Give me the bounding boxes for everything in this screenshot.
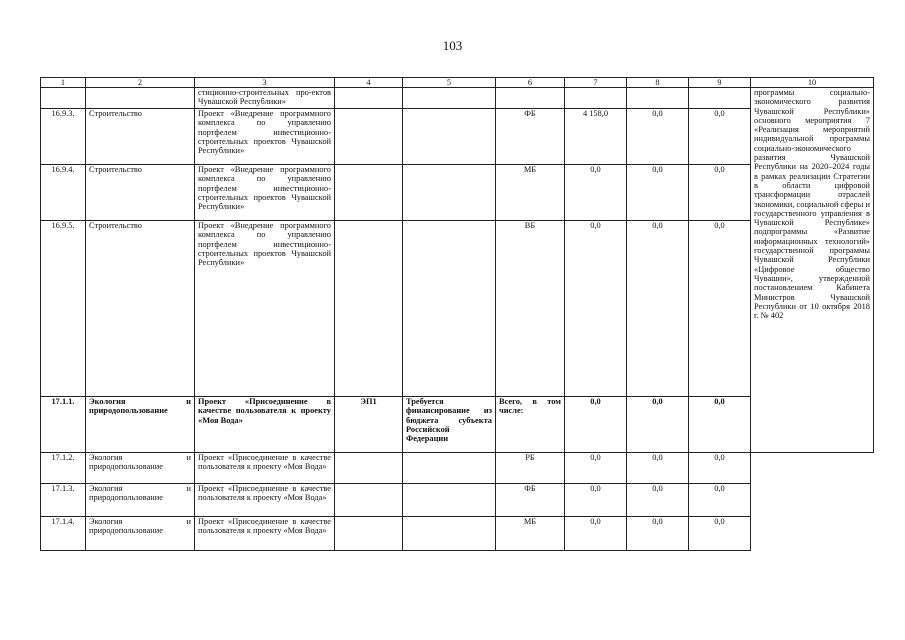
value-cell: 0,0 [627,397,689,453]
sector-cell: Экология и природопользование [86,484,195,517]
sector-cell: Строительство [86,109,195,165]
value-cell: 0,0 [627,453,689,484]
table-row [41,484,874,517]
header-cell: 9 [689,78,751,88]
table-row [41,221,874,397]
value-cell: 0,0 [627,221,689,397]
project-cell: стиционно-строительных про-ектов Чувашской Республики» [195,88,335,109]
source-cell: Всего, в том числе: [496,397,565,453]
row-number: 17.1.1. [41,397,86,453]
table-row [41,109,874,165]
value-cell: 0,0 [689,453,751,484]
financing-note-cell: Требуется финансирование из бюджета субъекта Российской Федерации [403,397,496,453]
source-cell: МБ [496,517,565,551]
value-cell: 0,0 [565,517,627,551]
sector-cell: Строительство [86,221,195,397]
sector-cell: Экология и природопользование [86,517,195,551]
project-cell: Проект «Внедрение программного комплекса по управлению портфелем инвестиционно-строительных проектов Чувашской Республики» [195,165,335,221]
header-cell: 7 [565,78,627,88]
header-cell: 8 [627,78,689,88]
value-cell: 0,0 [689,221,751,397]
table-row [41,453,874,484]
value-cell: 0,0 [627,109,689,165]
legal-basis-cell: программы социально-экономического развития Чувашской Республики» основного мероприятия 7 «Реализация мероприятий индивидуальной программы социально-экономического развития Чувашской Республики на 2020–2024 годы в рамках реализации Стратегии в области цифровой трансформации отраслей экономики, социальной сферы и государственного управления в Чувашской Республике» подпрограммы «Развитие информационных технологий» государственной программы Чувашской Республики «Цифровое общество Чувашии», утвержденной постановлением Кабинета Министров Чувашской Республики от 10 октября 2018 г. № 402 [751,88,874,453]
row-number: 17.1.3. [41,484,86,517]
header-cell: 2 [86,78,195,88]
value-cell: 0,0 [565,484,627,517]
row-number: 16.9.5. [41,221,86,397]
value-cell: 0,0 [689,397,751,453]
source-cell: РБ [496,453,565,484]
project-cell: Проект «Внедрение программного комплекса по управлению портфелем инвестиционно-строительных проектов Чувашской Республики» [195,221,335,397]
source-cell: МБ [496,165,565,221]
row-number: 17.1.4. [41,517,86,551]
header-cell: 10 [751,78,874,88]
header-cell: 6 [496,78,565,88]
value-cell: 0,0 [689,484,751,517]
project-cell: Проект «Присоединение в качестве пользователя к проекту «Моя Вода» [195,397,335,453]
sector-cell: Экология и природопользование [86,453,195,484]
value-cell: 4 158,0 [565,109,627,165]
project-cell: Проект «Присоединение в качестве пользователя к проекту «Моя Вода» [195,453,335,484]
project-cell: Проект «Внедрение программного комплекса по управлению портфелем инвестиционно-строительных проектов Чувашской Республики» [195,109,335,165]
value-cell: 0,0 [689,517,751,551]
page-number: 103 [442,38,463,53]
source-cell: ВБ [496,221,565,397]
header-cell: 4 [335,78,403,88]
header-cell: 5 [403,78,496,88]
table-row [41,517,874,551]
budget-table [40,77,874,551]
table-row [41,88,874,109]
header-row [41,78,874,88]
value-cell: 0,0 [627,484,689,517]
row-number: 16.9.4. [41,165,86,221]
value-cell: 0,0 [565,165,627,221]
sector-cell: Строительство [86,165,195,221]
table-row [41,165,874,221]
header-cell: 1 [41,78,86,88]
project-cell: Проект «Присоединение в качестве пользователя к проекту «Моя Вода» [195,517,335,551]
value-cell: 0,0 [627,517,689,551]
source-cell: ФБ [496,109,565,165]
row-number: 17.1.2. [41,453,86,484]
row-number: 16.9.3. [41,109,86,165]
header-cell: 3 [195,78,335,88]
value-cell: 0,0 [689,109,751,165]
value-cell: 0,0 [565,397,627,453]
project-cell: Проект «Присоединение в качестве пользователя к проекту «Моя Вода» [195,484,335,517]
value-cell: 0,0 [627,165,689,221]
value-cell: 0,0 [689,165,751,221]
event-code-cell: ЭП1 [335,397,403,453]
source-cell: ФБ [496,484,565,517]
sector-cell: Экология и природопользование [86,397,195,453]
value-cell: 0,0 [565,453,627,484]
value-cell: 0,0 [565,221,627,397]
table-row [41,397,874,453]
